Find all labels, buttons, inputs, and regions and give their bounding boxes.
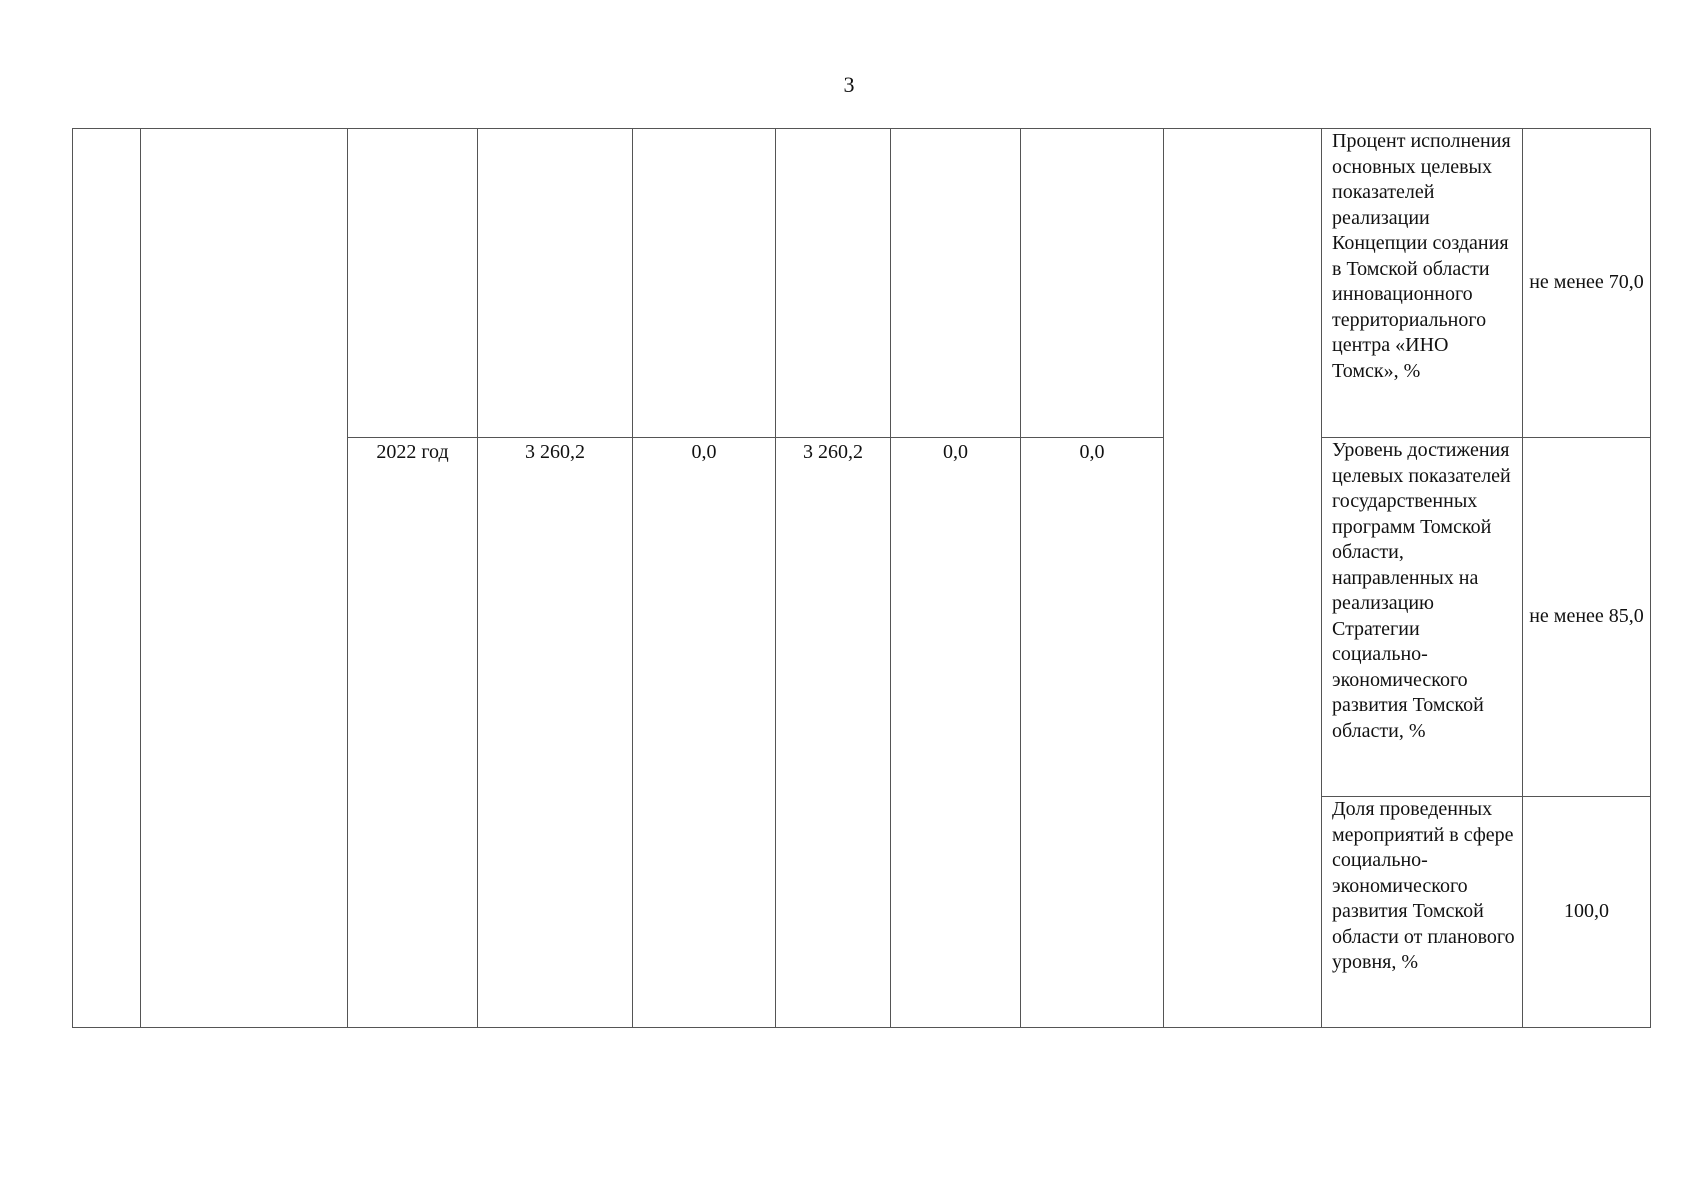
empty-cell-executor: [1164, 129, 1322, 1028]
empty-cell: [1021, 129, 1164, 438]
empty-cell: [348, 129, 478, 438]
indicator-name: Доля проведенных мероприятий в сфере социально-экономического развития Томской области от планового уровня, %: [1322, 797, 1523, 1028]
program-table: [72, 128, 1651, 1028]
indicator-name: Процент исполнения основных целевых показателей реализации Концепции создания в Томской области инновационного территориального центра «ИНО Томск», %: [1322, 129, 1523, 438]
value-cell: 0,0: [891, 438, 1021, 1028]
table-row: [73, 129, 1651, 438]
empty-cell: [891, 129, 1021, 438]
empty-cell: [478, 129, 633, 438]
indicator-target: не менее 85,0: [1523, 438, 1651, 797]
empty-cell: [776, 129, 891, 438]
value-cell: 3 260,2: [776, 438, 891, 1028]
empty-cell-number: [73, 129, 141, 1028]
value-cell: 0,0: [1021, 438, 1164, 1028]
empty-cell: [633, 129, 776, 438]
page-number: 3: [843, 72, 855, 97]
value-cell: 0,0: [633, 438, 776, 1028]
value-cell: 3 260,2: [478, 438, 633, 1028]
indicator-target: 100,0: [1523, 797, 1651, 1028]
indicator-target: не менее 70,0: [1523, 129, 1651, 438]
year-cell: 2022 год: [348, 438, 478, 1028]
indicator-name: Уровень достижения целевых показателей государственных программ Томской области, направленных на реализацию Стратегии социально-экономического развития Томской области, %: [1322, 438, 1523, 797]
empty-cell-name: [141, 129, 348, 1028]
